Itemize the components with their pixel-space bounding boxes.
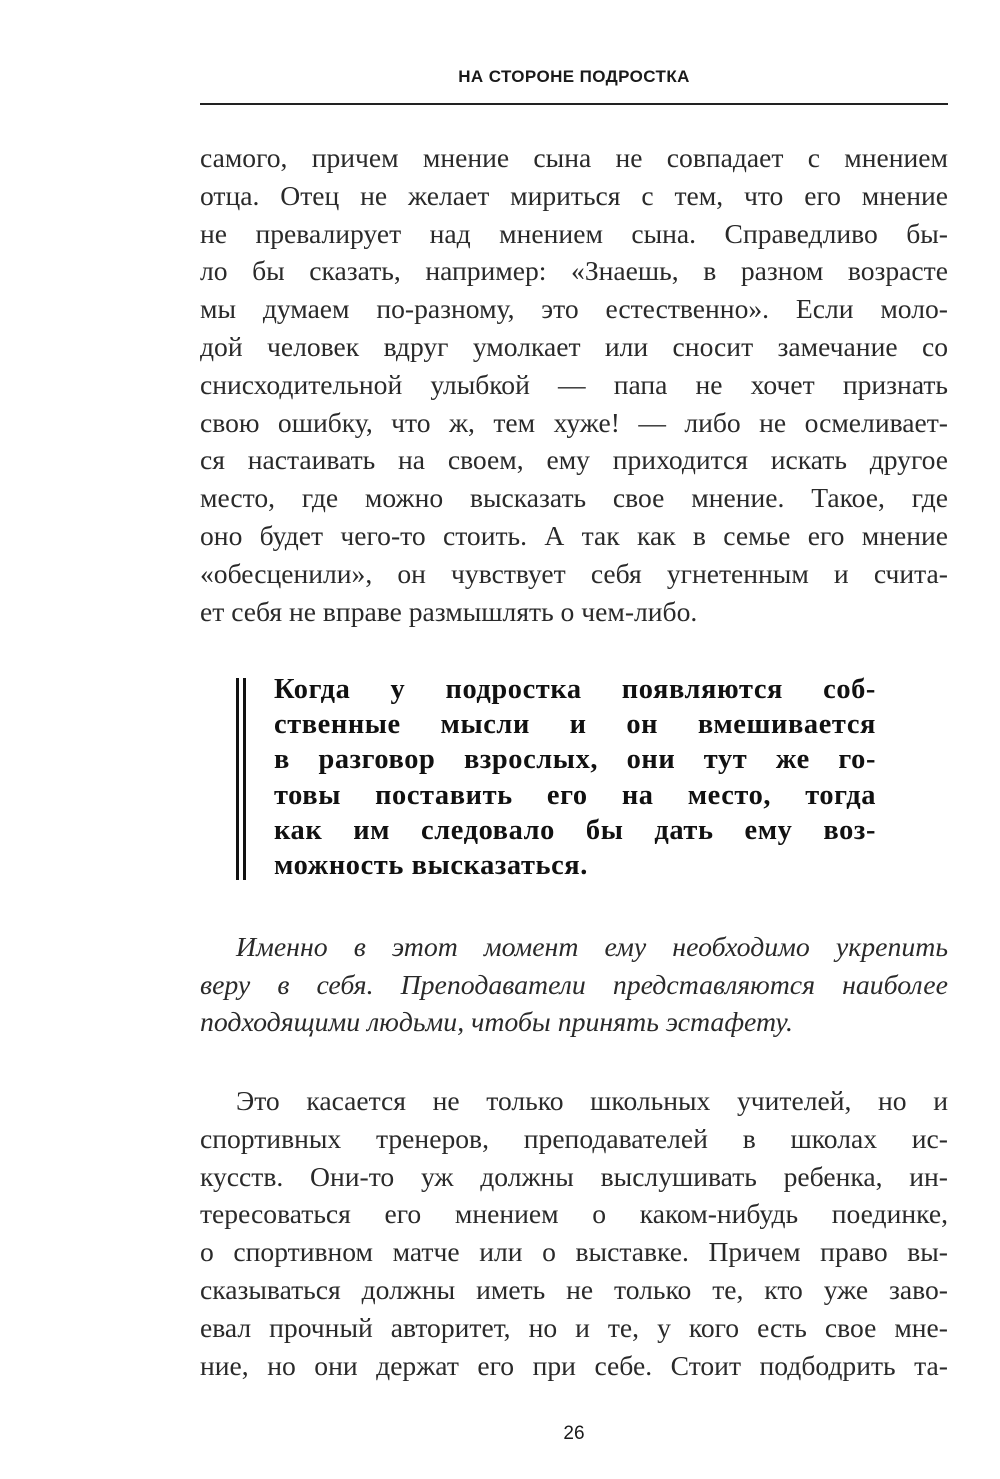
text-line: тересоваться его мнением о каком-нибудь поединке, — [200, 1198, 948, 1230]
text-line: снисходительной улыбкой — папа не хочет признать — [200, 368, 948, 400]
text-line: спортивных тренеров, преподавателей в школах ис- — [200, 1122, 948, 1154]
quote-line: Когда у подростка появляются соб- — [274, 674, 876, 705]
text-line: «обесценили», он чувствует себя угнетенным и счита- — [200, 557, 948, 589]
running-head: НА СТОРОНЕ ПОДРОСТКА — [458, 67, 690, 86]
text-line: ет себя не вправе размышлять о чем-либо. — [200, 595, 698, 627]
quote-line: как им следовало бы дать ему воз- — [274, 814, 876, 846]
text-line: ние, но они держат его при себе. Стоит подбодрить та- — [200, 1349, 948, 1381]
quote-line: ственные мысли и он вмешивается — [274, 709, 876, 741]
quote-line: товы поставить его на место, тогда — [274, 779, 876, 811]
page-number: 26 — [563, 1423, 585, 1444]
header-rule — [200, 103, 948, 105]
text-line: дой человек вдруг умолкает или сносит замечание со — [200, 330, 948, 362]
italic-line: подходящими людьми, чтобы принять эстафету. — [200, 1007, 793, 1038]
paragraph-1 — [200, 139, 948, 630]
pull-quote — [236, 672, 876, 880]
text-line: не превалирует над мнением сына. Справедливо бы- — [200, 217, 948, 249]
text-line: свою ошибку, что ж, тем хуже! — либо не осмеливает- — [200, 406, 948, 438]
text-line: о спортивном матче или о выставке. Причем право вы- — [200, 1236, 948, 1268]
italic-line: Именно в этот момент ему необходимо укрепить — [236, 932, 948, 963]
text-line: евал прочный авторитет, но и те, у кого есть свое мне- — [200, 1311, 948, 1343]
pull-quote-text — [274, 672, 876, 883]
text-line: кусств. Они-то уж должны выслушивать ребенка, ин- — [200, 1160, 948, 1192]
text-line: оно будет чего-то стоить. А так как в семье его мнение — [200, 519, 948, 551]
quote-line: можность высказаться. — [274, 850, 588, 882]
italic-paragraph — [200, 929, 948, 1042]
paragraph-2 — [200, 1082, 948, 1384]
text-line: место, где можно высказать свое мнение. Такое, где — [200, 482, 948, 514]
text-line: Это касается не только школьных учителей, но и — [236, 1085, 948, 1116]
quote-bar-right — [243, 678, 246, 880]
text-line: отца. Отец не желает мириться с тем, что его мнение — [200, 179, 948, 211]
text-line: мы думаем по-разному, это естественно». Если моло- — [200, 293, 948, 325]
text-line: самого, причем мнение сына не совпадает с мнением — [200, 142, 948, 173]
text-line: ся настаивать на своем, ему приходится искать другое — [200, 444, 948, 476]
text-line: сказываться должны иметь не только те, кто уже заво- — [200, 1273, 948, 1305]
quote-bar-left — [236, 678, 239, 880]
italic-line: веру в себя. Преподаватели представляются наиболее — [200, 969, 948, 1001]
text-line: ло бы сказать, например: «Знаешь, в разном возрасте — [200, 255, 948, 287]
quote-line: в разговор взрослых, они тут же го- — [274, 744, 876, 776]
